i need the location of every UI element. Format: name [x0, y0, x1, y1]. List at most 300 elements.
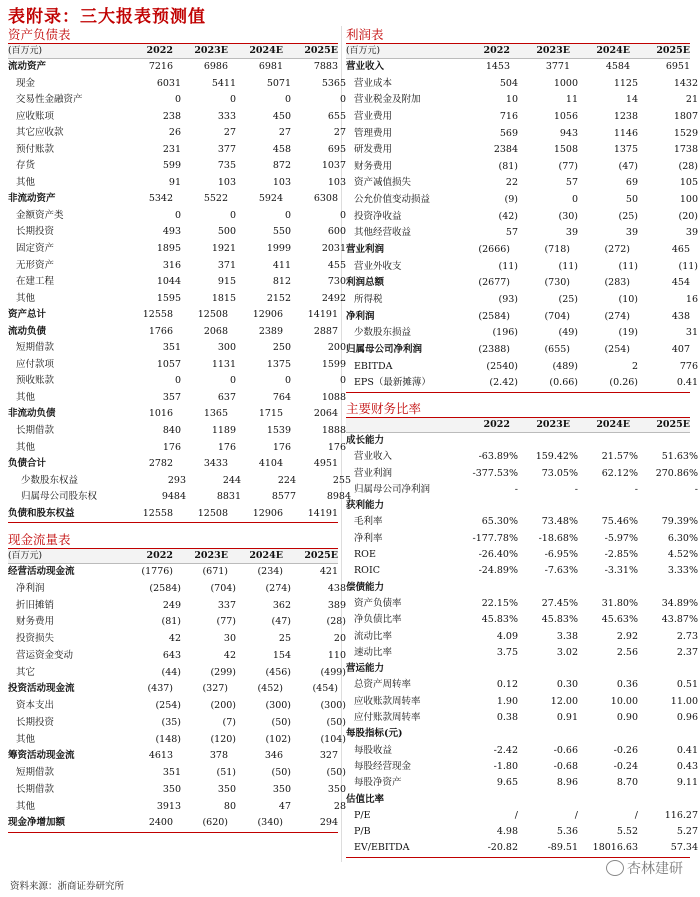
table-row [346, 92, 698, 109]
row-label: 营业税金及附加 [354, 94, 421, 106]
row-label: 归属母公司股东权 [21, 491, 98, 503]
cell-value: 1044 [156, 276, 181, 288]
row-label: 短期借款 [16, 342, 55, 354]
table-row [346, 743, 698, 759]
cell-value: (671) [202, 566, 228, 577]
cell-value: 9.65 [496, 777, 518, 789]
cell-value: -2.42 [493, 744, 518, 756]
cell-value: (20) [678, 210, 698, 222]
cell-value: 3.02 [556, 646, 578, 658]
table-row [8, 782, 346, 799]
cell-value: 31.80% [601, 597, 638, 609]
cell-value: 224 [277, 474, 296, 486]
cell-value: 695 [327, 143, 346, 155]
row-label: 财务费用 [16, 616, 55, 628]
cell-value: 1189 [211, 425, 236, 437]
cell-value: 2068 [203, 325, 228, 337]
cell-value: 3913 [156, 800, 181, 812]
cell-value: (254) [155, 700, 181, 711]
cell-value: 91 [168, 176, 181, 188]
cell-value: (44) [161, 666, 181, 678]
income-statement-panel [346, 26, 698, 393]
cell-value: 10 [505, 94, 518, 106]
cell-value: -7.63% [544, 565, 578, 577]
cell-value: 79.39% [661, 516, 698, 528]
cell-value [452, 498, 510, 514]
balance-sheet-header-row [8, 44, 338, 59]
cell-value: 1999 [266, 243, 291, 255]
row-label: 财务费用 [354, 160, 393, 172]
cell-value: 4.09 [496, 630, 518, 642]
cell-value: (274) [604, 310, 630, 322]
table-row [346, 482, 698, 498]
ratios-panel [346, 400, 698, 858]
row-label: 现金净增加额 [8, 817, 66, 829]
row-label: 归属母公司净利润 [354, 483, 431, 495]
row-label: 估值比率 [346, 793, 385, 805]
row-label: 营运能力 [346, 663, 385, 675]
row-label: 净负债比率 [354, 614, 402, 626]
unit-label: (百万元) [8, 551, 43, 561]
cell-value: 1815 [211, 292, 236, 304]
row-label: 每股收益 [354, 744, 393, 756]
unit-label: (百万元) [8, 46, 43, 56]
cell-value: 8984 [326, 491, 351, 503]
cell-value [510, 661, 570, 677]
cell-value: (2584) [478, 310, 510, 322]
cell-value: 1529 [673, 127, 698, 139]
row-label: 投资净收益 [354, 210, 402, 222]
cell-value: (7) [222, 716, 236, 728]
cell-value: (81) [498, 160, 518, 172]
cell-value: 176 [217, 441, 236, 453]
cell-value: (77) [216, 616, 236, 628]
cell-value: (730) [544, 277, 570, 289]
cell-value: 2 [631, 360, 638, 372]
cell-value: 350 [272, 783, 291, 795]
cell-value: 39 [565, 227, 578, 239]
cell-value: 39 [685, 227, 698, 239]
table-row [346, 563, 698, 579]
cell-value: 0 [229, 375, 236, 387]
cell-value: 378 [209, 750, 228, 762]
cell-value: 4613 [148, 750, 173, 762]
cell-value: 5411 [211, 77, 236, 89]
table-row [346, 514, 698, 530]
table-row [346, 175, 698, 192]
cell-value: 116.27 [664, 809, 698, 821]
table-row [346, 661, 690, 677]
cell-value: - [634, 483, 638, 495]
table-row [346, 109, 698, 126]
cell-value: 11 [565, 94, 578, 106]
row-label: 其他 [16, 733, 36, 745]
cell-value: (102) [265, 733, 291, 745]
cell-value: 5.36 [556, 826, 578, 838]
table-row [346, 726, 690, 742]
cell-value: 0.12 [496, 679, 518, 691]
cell-value: 270.86% [655, 467, 698, 479]
cell-value: (11) [558, 260, 578, 272]
table-row [8, 799, 346, 816]
cell-value: 100 [679, 194, 698, 206]
cell-value: 0 [339, 94, 346, 106]
row-label: 其它应收款 [16, 127, 64, 139]
cell-value: 0.38 [496, 712, 518, 724]
cell-value: 5365 [321, 77, 346, 89]
table-row [346, 433, 690, 449]
row-label: 资产负债率 [354, 597, 402, 609]
cell-value: 915 [217, 276, 236, 288]
cell-value: 346 [264, 750, 283, 762]
cell-value: 103 [272, 176, 291, 188]
ratios-title: 主要财务比率 [346, 400, 690, 418]
cash-flow-header-row [8, 549, 338, 564]
cell-value: 377 [217, 143, 236, 155]
cell-value: 22 [505, 177, 518, 189]
cell-value [452, 726, 510, 742]
table-row [8, 456, 338, 473]
cell-value [452, 580, 510, 596]
cell-value: 1599 [321, 358, 346, 370]
wechat-icon [606, 860, 624, 876]
row-label: ROIC [354, 565, 380, 577]
table-row [346, 710, 698, 726]
cell-value: -177.78% [472, 532, 518, 544]
table-row [8, 698, 346, 715]
cell-value: 5.52 [616, 826, 638, 838]
cell-value: (50) [326, 716, 346, 728]
row-label: 营业成本 [354, 77, 393, 89]
cell-value: -0.68 [553, 760, 578, 772]
cell-value: 244 [222, 474, 241, 486]
cell-value: 103 [327, 176, 346, 188]
row-label: 资产总计 [8, 309, 47, 321]
cell-value: 6031 [156, 77, 181, 89]
cell-value: (50) [326, 767, 346, 778]
cell-value: 351 [162, 342, 181, 354]
cell-value: 20 [333, 633, 346, 644]
year-header: 2025E [304, 45, 338, 56]
cell-value: 2400 [148, 817, 173, 829]
cell-value: 8.96 [556, 777, 578, 789]
cell-value [630, 433, 690, 449]
cell-value: 0 [284, 209, 291, 221]
cell-value: 3.33% [667, 565, 698, 577]
cell-value: 351 [162, 767, 181, 778]
cell-value: 200 [327, 342, 346, 354]
cell-value: 6981 [258, 61, 283, 72]
cell-value: 872 [272, 160, 291, 172]
cell-value: (704) [210, 582, 236, 594]
cell-value: 7883 [313, 61, 338, 72]
year-header: 2025E [656, 45, 690, 56]
cell-value: 110 [327, 649, 346, 661]
cell-value: 43.87% [661, 614, 698, 626]
cell-value: 5522 [203, 193, 228, 205]
row-label: 投资损失 [16, 633, 55, 644]
cell-value: 1016 [148, 408, 173, 420]
table-row [346, 142, 698, 159]
cell-value: 643 [162, 649, 181, 661]
row-label: EPS（最新摊薄） [354, 377, 431, 389]
row-label: 营业收入 [354, 451, 393, 463]
cell-value: 454 [671, 277, 690, 289]
cell-value: 103 [217, 176, 236, 188]
cell-value: (2388) [478, 343, 510, 355]
cell-value: 2064 [313, 408, 338, 420]
cell-value: (28) [678, 160, 698, 172]
table-row [8, 473, 351, 490]
cell-value: (104) [320, 733, 346, 745]
cell-value: (2584) [149, 582, 181, 594]
cell-value: 9484 [161, 491, 186, 503]
cell-value: 0 [339, 209, 346, 221]
cell-value: 26 [168, 127, 181, 139]
cell-value: 2.73 [676, 630, 698, 642]
cell-value: (11) [618, 260, 638, 272]
cell-value [570, 792, 630, 808]
row-label: 营业利润 [346, 244, 385, 256]
year-header: 2022 [146, 550, 173, 561]
cell-value: 6951 [665, 61, 690, 72]
cell-value: 1125 [613, 77, 638, 89]
table-row [8, 406, 338, 423]
cell-value [570, 726, 630, 742]
cell-value: (148) [155, 733, 181, 745]
cell-value: 250 [272, 342, 291, 354]
balance-sheet-table [8, 44, 351, 523]
table-row [346, 325, 698, 342]
source-note: 资料来源：浙商证券研究所 [10, 881, 125, 892]
year-header: 2025E [304, 550, 338, 561]
cell-value: / [634, 809, 638, 821]
row-label: 研发费用 [354, 144, 393, 156]
table-row [8, 92, 346, 109]
year-header: 2024E [596, 419, 630, 430]
row-label: 其他 [16, 800, 36, 812]
table-row [346, 375, 698, 392]
cell-value [510, 792, 570, 808]
table-row [346, 126, 698, 143]
cell-value: 6986 [203, 61, 228, 72]
row-label: 固定资产 [16, 243, 55, 255]
cell-value [570, 580, 630, 596]
cell-value: 455 [327, 259, 346, 271]
cell-value: 716 [499, 110, 518, 122]
table-row [346, 342, 690, 359]
table-row [346, 596, 698, 612]
cell-value: 333 [217, 110, 236, 122]
cell-value: 27 [223, 127, 236, 139]
cell-value: / [574, 809, 578, 821]
cell-value: 3.38 [556, 630, 578, 642]
cell-value: 75.46% [601, 516, 638, 528]
row-label: 长期借款 [16, 783, 55, 795]
cell-value: (2677) [478, 277, 510, 289]
cell-value: 0 [284, 94, 291, 106]
row-label: 存货 [16, 160, 36, 172]
cell-value: 1000 [553, 77, 578, 89]
table-bottom-rule [8, 522, 338, 523]
cell-value: 14191 [307, 309, 338, 321]
table-row [346, 792, 690, 808]
cell-value: (704) [544, 310, 570, 322]
table-row [8, 681, 338, 698]
row-label: 折旧摊销 [16, 599, 55, 611]
row-label: 偿债能力 [346, 581, 385, 593]
cell-value: 39 [625, 227, 638, 239]
cell-value: (2540) [486, 360, 518, 372]
cell-value: (283) [604, 277, 630, 289]
year-header: 2022 [483, 45, 510, 56]
cell-value: 159.42% [535, 451, 578, 463]
cell-value: 1238 [613, 110, 638, 122]
cell-value: 8.70 [616, 777, 638, 789]
row-label: 经营活动现金流 [8, 566, 75, 577]
cell-value: 3771 [545, 61, 570, 72]
cell-value: (718) [544, 244, 570, 256]
row-label: 短期借款 [16, 767, 55, 778]
table-row [346, 580, 690, 596]
cell-value: 231 [162, 143, 181, 155]
cell-value: -26.40% [478, 549, 518, 561]
cell-value: 350 [217, 783, 236, 795]
cell-value: 438 [671, 310, 690, 322]
cell-value: 57 [565, 177, 578, 189]
cell-value: 1056 [553, 110, 578, 122]
table-row [346, 677, 698, 693]
cell-value: 350 [162, 783, 181, 795]
cell-value: (655) [544, 343, 570, 355]
row-label: 筹资活动现金流 [8, 750, 75, 762]
cell-value: (25) [558, 293, 578, 305]
row-label: 净利润 [346, 310, 375, 322]
cell-value: 0.36 [616, 679, 638, 691]
year-header: 2023E [536, 45, 570, 56]
row-label: ROE [354, 549, 376, 561]
cell-value: 3433 [203, 458, 228, 470]
table-row [8, 665, 346, 682]
cash-flow-table [8, 549, 346, 833]
cell-value: 6.30% [667, 532, 698, 544]
table-row [8, 109, 346, 126]
year-header: 2022 [146, 45, 173, 56]
cell-value: 0 [229, 209, 236, 221]
cell-value: (81) [161, 616, 181, 628]
table-bottom-rule [346, 392, 690, 393]
cell-value: 1766 [148, 325, 173, 337]
cell-value: 337 [217, 599, 236, 611]
cell-value: 65.30% [481, 516, 518, 528]
cell-value: - [694, 483, 698, 495]
row-label: 营业收入 [346, 61, 385, 72]
cell-value: 1432 [673, 77, 698, 89]
cell-value: 45.83% [541, 614, 578, 626]
cell-value: 943 [559, 127, 578, 139]
table-row [8, 715, 346, 732]
cell-value: 316 [162, 259, 181, 271]
cell-value: (30) [558, 210, 578, 222]
cell-value: 73.05% [541, 467, 578, 479]
cell-value: (2666) [478, 244, 510, 256]
row-label: 在建工程 [16, 276, 55, 288]
row-label: 无形资产 [16, 259, 55, 271]
cell-value: - [574, 483, 578, 495]
cell-value: 0 [229, 94, 236, 106]
table-row [8, 598, 346, 615]
cell-value: -89.51 [547, 842, 578, 854]
cell-value: 0.51 [676, 679, 698, 691]
row-label: 营业费用 [354, 110, 393, 122]
cell-value: (47) [271, 616, 291, 628]
cell-value: 255 [332, 474, 351, 486]
cell-value [570, 433, 630, 449]
year-header: 2023E [194, 550, 228, 561]
income-statement-table [346, 44, 698, 393]
row-label: 其它 [16, 666, 36, 678]
cell-value: 11.00 [670, 695, 698, 707]
table-row [8, 59, 338, 76]
cell-value: 1508 [553, 144, 578, 156]
cell-value: (35) [161, 716, 181, 728]
income-statement-title: 利润表 [346, 26, 690, 44]
cell-value: 50 [625, 194, 638, 206]
table-row [346, 808, 698, 824]
cell-value: 0.41 [676, 744, 698, 756]
table-row [346, 449, 698, 465]
cell-value: (28) [326, 616, 346, 628]
row-label: 营业外收支 [354, 260, 402, 272]
cell-value: (454) [312, 683, 338, 695]
cell-value: 6308 [313, 193, 338, 205]
cell-value: 0.90 [616, 712, 638, 724]
cell-value: 57.34 [670, 842, 698, 854]
cell-value: -24.89% [478, 565, 518, 577]
row-label: 应收账款周转率 [354, 695, 421, 707]
year-header: 2025E [656, 419, 690, 430]
row-label: 毛利率 [354, 516, 383, 528]
table-row [346, 209, 698, 226]
balance-sheet-title: 资产负债表 [8, 26, 338, 44]
table-row [8, 765, 346, 782]
ratios-table [346, 418, 698, 858]
cell-value: (0.26) [609, 377, 638, 389]
table-row [8, 158, 346, 175]
cell-value: 599 [162, 160, 181, 172]
cell-value: 47 [278, 800, 291, 812]
row-label: EBITDA [354, 360, 393, 372]
cell-value: (300) [320, 700, 346, 711]
row-label: 流动负债 [8, 325, 47, 337]
table-row [346, 192, 698, 209]
cash-flow-title: 现金流量表 [8, 531, 338, 549]
cell-value: 371 [217, 259, 236, 271]
row-label: 管理费用 [354, 127, 393, 139]
cell-value: 45.63% [601, 614, 638, 626]
cell-value: 764 [272, 391, 291, 403]
cell-value: 421 [319, 566, 338, 577]
cell-value: (42) [498, 210, 518, 222]
cell-value: 2031 [321, 243, 346, 255]
cell-value: 14191 [307, 507, 338, 519]
cell-value: (299) [210, 666, 236, 678]
table-row [8, 631, 346, 648]
cell-value: 2389 [258, 325, 283, 337]
table-row [8, 142, 346, 159]
cell-value: 7216 [148, 61, 173, 72]
cell-value: 2152 [266, 292, 291, 304]
